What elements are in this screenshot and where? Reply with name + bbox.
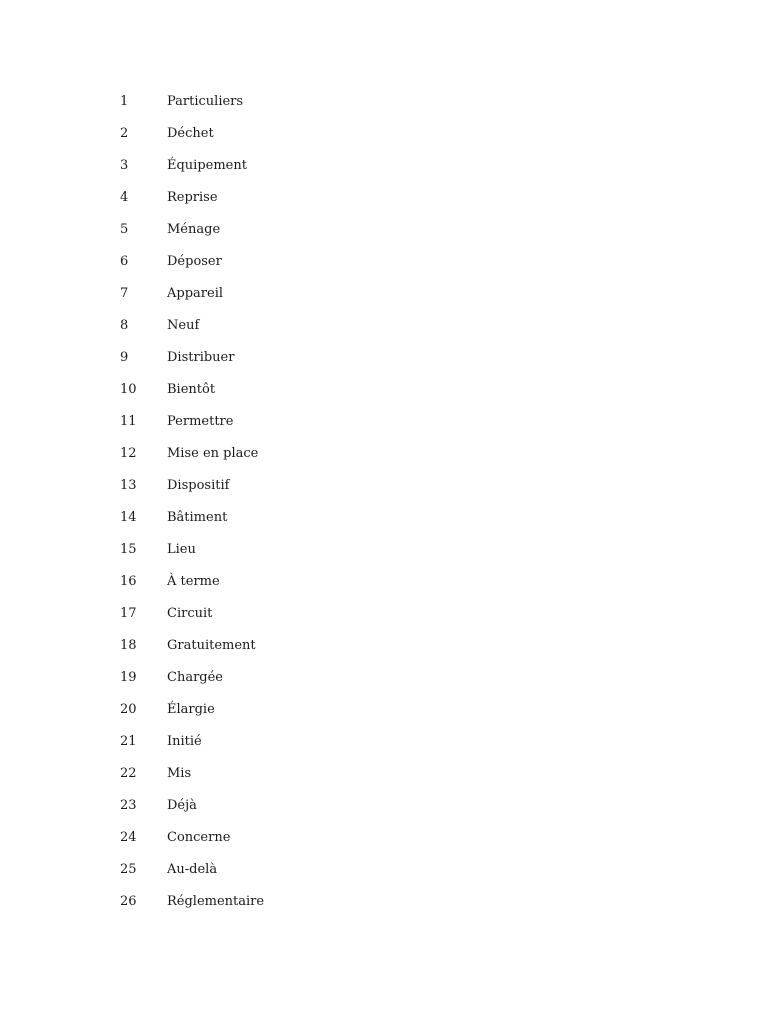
- item-number: 8: [120, 318, 129, 333]
- item-word: Élargie: [167, 702, 215, 717]
- item-word: Appareil: [167, 286, 224, 301]
- list-item: [120, 380, 264, 412]
- item-word: Initié: [167, 734, 202, 749]
- list-item: [120, 412, 264, 444]
- item-number: 11: [120, 414, 137, 429]
- list-item: [120, 252, 264, 284]
- item-word: Distribuer: [167, 350, 235, 365]
- item-word: Dispositif: [167, 478, 230, 493]
- item-number: 20: [120, 702, 137, 717]
- item-word: Reprise: [167, 190, 218, 205]
- item-number: 17: [120, 606, 137, 621]
- item-word: Mise en place: [167, 446, 259, 461]
- list-item: [120, 668, 264, 700]
- item-number: 7: [120, 286, 129, 301]
- item-word: Permettre: [167, 414, 234, 429]
- item-word: Neuf: [167, 318, 200, 333]
- item-word: Déchet: [167, 126, 214, 141]
- item-word: Chargée: [167, 670, 223, 685]
- item-number: 16: [120, 574, 137, 589]
- item-number: 22: [120, 766, 137, 781]
- item-word: Bâtiment: [167, 510, 228, 525]
- numbered-word-list: [120, 92, 264, 924]
- item-number: 25: [120, 862, 137, 877]
- list-item: [120, 156, 264, 188]
- item-word: Mis: [167, 766, 192, 781]
- list-item: [120, 892, 264, 924]
- list-item: [120, 572, 264, 604]
- item-number: 1: [120, 94, 129, 109]
- item-word: Équipement: [167, 158, 247, 173]
- item-word: Gratuitement: [167, 638, 256, 653]
- item-number: 24: [120, 830, 137, 845]
- list-item: [120, 700, 264, 732]
- item-word: Au-delà: [167, 862, 218, 877]
- item-number: 21: [120, 734, 137, 749]
- list-item: [120, 764, 264, 796]
- item-number: 15: [120, 542, 137, 557]
- item-word: Bientôt: [167, 382, 216, 397]
- list-item: [120, 540, 264, 572]
- item-number: 23: [120, 798, 137, 813]
- item-number: 3: [120, 158, 129, 173]
- list-item: [120, 444, 264, 476]
- item-number: 2: [120, 126, 129, 141]
- list-item: [120, 732, 264, 764]
- list-item: [120, 124, 264, 156]
- list-item: [120, 220, 264, 252]
- list-item: [120, 636, 264, 668]
- item-number: 14: [120, 510, 137, 525]
- list-item: [120, 796, 264, 828]
- item-number: 6: [120, 254, 129, 269]
- list-item: [120, 316, 264, 348]
- item-number: 5: [120, 222, 129, 237]
- item-word: Réglementaire: [167, 894, 265, 909]
- item-number: 4: [120, 190, 129, 205]
- list-item: [120, 284, 264, 316]
- list-item: [120, 348, 264, 380]
- item-number: 9: [120, 350, 129, 365]
- item-word: Particuliers: [167, 94, 244, 109]
- item-word: Lieu: [167, 542, 196, 557]
- item-number: 26: [120, 894, 137, 909]
- item-word: Circuit: [167, 606, 213, 621]
- item-number: 10: [120, 382, 137, 397]
- list-item: [120, 188, 264, 220]
- item-word: Concerne: [167, 830, 231, 845]
- list-item: [120, 828, 264, 860]
- item-number: 12: [120, 446, 137, 461]
- item-word: Ménage: [167, 222, 221, 237]
- list-item: [120, 476, 264, 508]
- item-number: 13: [120, 478, 137, 493]
- item-number: 18: [120, 638, 137, 653]
- item-number: 19: [120, 670, 137, 685]
- item-word: Déjà: [167, 798, 197, 813]
- list-item: [120, 92, 264, 124]
- list-item: [120, 508, 264, 540]
- item-word: À terme: [167, 574, 220, 589]
- list-item: [120, 860, 264, 892]
- list-item: [120, 604, 264, 636]
- item-word: Déposer: [167, 254, 222, 269]
